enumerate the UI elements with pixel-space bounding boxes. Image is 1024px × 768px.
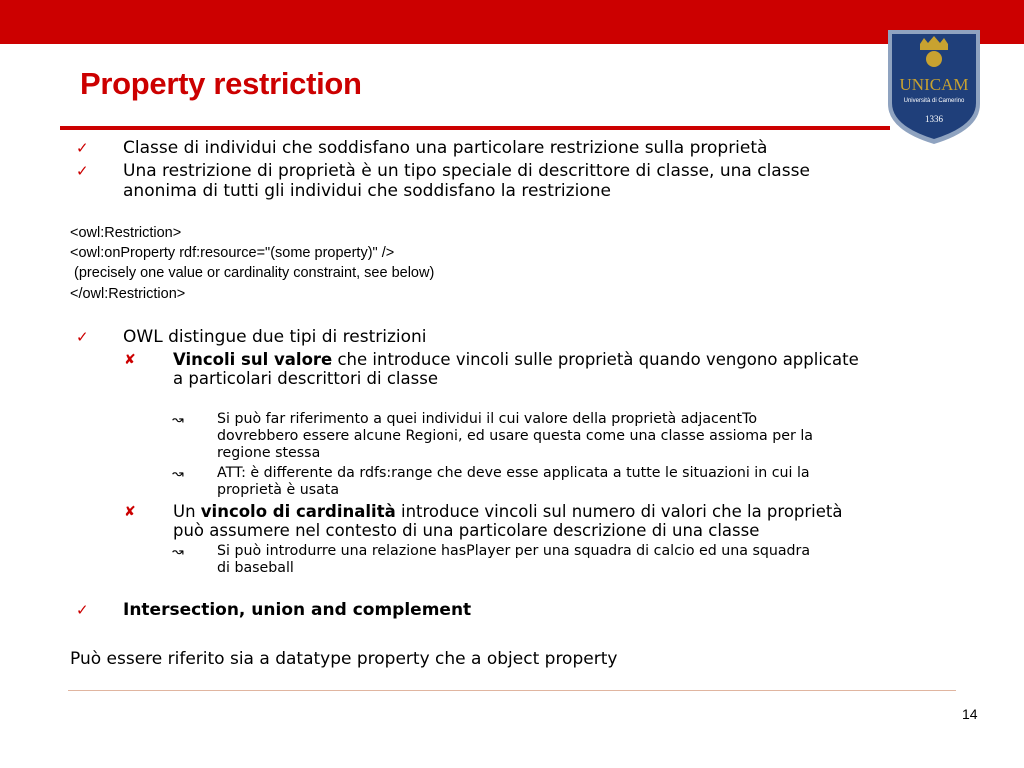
subbullet-text: può assumere nel contesto di una particolare descrizione di una classe	[173, 521, 760, 540]
emphasis-text: vincolo di cardinalità	[200, 502, 396, 521]
subbullet-text-prefix: Un	[173, 502, 201, 521]
slide-title: Property restriction	[80, 66, 362, 101]
bullet-text: Classe di individui che soddisfano una particolare restrizione sulla proprietà	[123, 138, 768, 158]
bullet-text: OWL distingue due tipi di restrizioni	[123, 327, 427, 347]
detail-text: ATT: è differente da rdfs:range che deve esse applicata a tutte le situazioni in cui la	[217, 465, 810, 481]
subbullet-text: a particolari descrittori di classe	[173, 369, 438, 388]
subbullet-text	[173, 503, 843, 522]
emphasis-text: Vincoli sul valore	[173, 350, 333, 369]
closing-text: Può essere riferito sia a datatype property che a object property	[70, 649, 618, 669]
check-icon: ✓	[76, 601, 89, 619]
subbullet-text	[173, 351, 859, 370]
code-line: </owl:Restriction>	[70, 286, 186, 302]
cross-icon: ✘	[124, 504, 136, 520]
bullet-text: Intersection, union and complement	[123, 600, 472, 620]
check-icon: ✓	[76, 328, 89, 346]
footer-divider	[68, 690, 956, 691]
logo-year: 1336	[925, 114, 943, 124]
check-icon: ✓	[76, 162, 89, 180]
logo-wordmark: UNICAM	[899, 75, 969, 94]
code-line: (precisely one value or cardinality constraint, see below)	[70, 265, 435, 281]
page-number: 14	[962, 706, 978, 722]
code-line: <owl:onProperty rdf:resource="(some property)" />	[70, 245, 395, 261]
curl-bullet-icon: ↝	[172, 544, 184, 560]
subbullet-text-rest: che introduce vincoli sulle proprietà quando vengono applicate	[332, 350, 859, 369]
cross-icon: ✘	[124, 352, 136, 368]
detail-text: dovrebbero essere alcune Regioni, ed usare questa come una classe assioma per la	[217, 428, 813, 444]
check-icon: ✓	[76, 139, 89, 157]
detail-text: proprietà è usata	[217, 482, 340, 498]
curl-bullet-icon: ↝	[172, 412, 184, 428]
code-line: <owl:Restriction>	[70, 225, 182, 241]
bullet-text: Una restrizione di proprietà è un tipo speciale di descrittore di classe, una classe	[123, 161, 810, 181]
curl-bullet-icon: ↝	[172, 466, 184, 482]
bullet-text: anonima di tutti gli individui che soddisfano la restrizione	[123, 181, 611, 201]
subbullet-text-rest: introduce vincoli sul numero di valori che la proprietà	[395, 502, 843, 521]
detail-text: di baseball	[217, 560, 294, 576]
logo-subtitle: Università di Camerino	[903, 98, 965, 104]
detail-text: Si può far riferimento a quei individui il cui valore della proprietà adjacentTo	[217, 411, 758, 427]
detail-text: regione stessa	[217, 445, 321, 461]
detail-text: Si può introdurre una relazione hasPlayer per una squadra di calcio ed una squadra	[217, 543, 811, 559]
